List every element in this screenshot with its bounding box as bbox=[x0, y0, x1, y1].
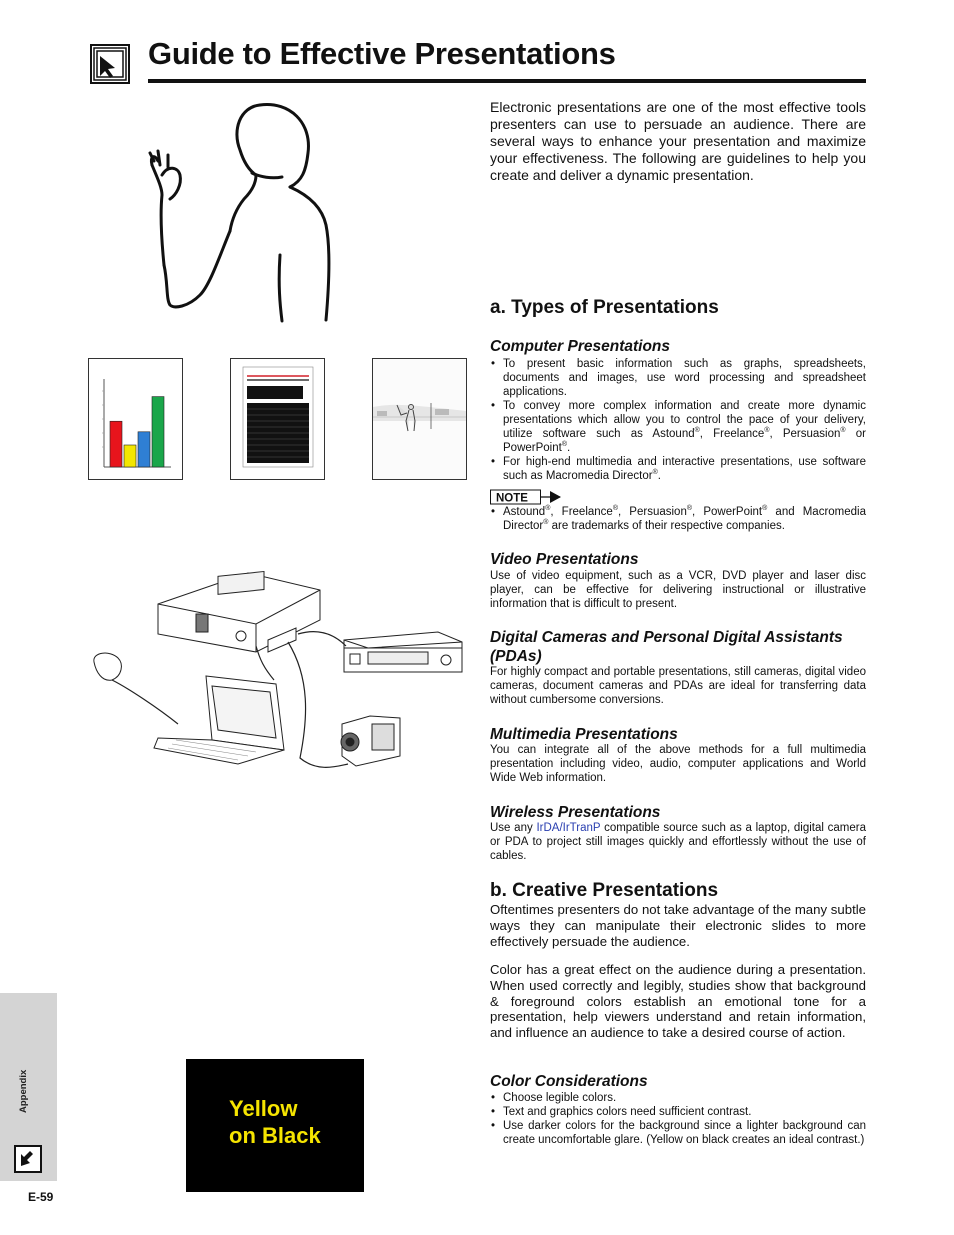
multimedia-presentations-heading: Multimedia Presentations bbox=[490, 726, 678, 743]
section-icon bbox=[14, 1145, 42, 1173]
yellow-on-black-sample bbox=[186, 1059, 364, 1192]
sample-text: Yellow on Black bbox=[229, 1096, 321, 1148]
irda-link[interactable]: IrDA/IrTranP bbox=[536, 822, 601, 834]
document-graphic bbox=[231, 359, 324, 479]
computer-presentations-list bbox=[490, 357, 866, 483]
thumb-bar bbox=[110, 421, 122, 467]
note-list bbox=[490, 505, 866, 533]
multimedia-presentations-body: You can integrate all of the above methods for a full multimedia presentation including video, audio, computer applications and World Wide Web information. bbox=[490, 744, 866, 784]
section-a-heading: a. Types of Presentations bbox=[490, 297, 719, 318]
list-item bbox=[490, 357, 866, 399]
intro-paragraph: Electronic presentations are one of the most effective tools presenters can use to persuade an audience. There are several ways to enhance your presentation and maximize your effectiveness. The following are guidelines to help you create and deliver a dynamic presentation. bbox=[490, 99, 866, 183]
bullet-text: Use darker colors for the background since a lighter background can create uncomfortable glare. (Yellow on black creates an ideal contrast.) bbox=[503, 1120, 866, 1146]
thumb-bar bbox=[124, 445, 136, 467]
page-number: E-59 bbox=[28, 1190, 54, 1204]
creative-para-1: Oftentimes presenters do not take advantage of the many subtle ways they can manipulate their electronic slides to more effectively persuade the audience. bbox=[490, 902, 866, 949]
list-item bbox=[490, 1119, 866, 1147]
bullet-text: Text and graphics colors need sufficient contrast. bbox=[503, 1106, 752, 1118]
video-presentations-heading: Video Presentations bbox=[490, 551, 639, 568]
appendix-tab bbox=[0, 993, 57, 1181]
wireless-presentations-body bbox=[490, 821, 866, 863]
note-label: NOTE bbox=[496, 492, 528, 505]
list-item bbox=[490, 505, 866, 533]
connected-equipment-illustration bbox=[88, 568, 468, 783]
color-considerations-heading: Color Considerations bbox=[490, 1073, 648, 1090]
creative-para-2: Color has a great effect on the audience during a presentation. When used correctly and legibly, studies show that background & foreground colors establish an emotional tone for a presentation, help viewers understand and retain information, and influence an audience to take a desired course of action. bbox=[490, 962, 866, 1041]
list-item bbox=[490, 1105, 866, 1119]
page-title: Guide to Effective Presentations bbox=[148, 36, 616, 71]
wireless-presentations-heading: Wireless Presentations bbox=[490, 804, 661, 821]
list-item bbox=[490, 455, 866, 483]
video-presentations-body: Use of video equipment, such as a VCR, DVD player and laser disc player, can be effective for delivering instructional or illustrative information that is difficult to present. bbox=[490, 570, 866, 610]
computer-presentations-heading: Computer Presentations bbox=[490, 338, 671, 355]
bullet-text: For high-end multimedia and interactive presentations, use software such as Macromedia Director®. bbox=[503, 456, 866, 482]
body-text: compatible source such as a laptop, digital camera or PDA to project still images quickly and effortlessly without the use of cables. bbox=[490, 822, 866, 862]
note-text: Astound®, Freelance®, Persuasion®, PowerPoint® and Macromedia Director® are trademarks of their respective companies. bbox=[503, 505, 866, 532]
body-text: Use any bbox=[490, 822, 537, 834]
title-rule bbox=[148, 79, 866, 83]
presenter-illustration bbox=[140, 95, 350, 330]
section-icon bbox=[90, 44, 130, 84]
note-badge bbox=[490, 489, 562, 505]
digital-cameras-heading: Digital Cameras and Personal Digital Assistants (PDAs) bbox=[490, 629, 843, 665]
bullet-text: To present basic information such as graphs, spreadsheets, documents and images, use word processing and spreadsheet applications. bbox=[503, 358, 866, 398]
photo-slide-thumbnail bbox=[372, 358, 467, 480]
chart-slide-thumbnail bbox=[88, 358, 183, 480]
document-slide-thumbnail bbox=[230, 358, 325, 480]
color-considerations-list bbox=[490, 1091, 866, 1147]
list-item bbox=[490, 399, 866, 455]
golfer-photo-graphic bbox=[373, 359, 466, 479]
digital-cameras-body: For highly compact and portable presentations, still cameras, digital video cameras, document cameras and PDAs are ideal for transferring data without cumbersome conversions. bbox=[490, 666, 866, 706]
section-b-heading: b. Creative Presentations bbox=[490, 880, 719, 901]
list-item bbox=[490, 1091, 866, 1105]
thumb-bar bbox=[138, 432, 150, 467]
bar-chart-graphic bbox=[89, 359, 182, 479]
bullet-text: Choose legible colors. bbox=[503, 1092, 617, 1104]
appendix-label: Appendix bbox=[18, 1069, 29, 1113]
bullet-text: To convey more complex information and create more dynamic presentations which allow you to control the pace of your delivery, utilize software such as Astound®, Freelance®, Persuasion® or PowerPoint®. bbox=[503, 400, 866, 454]
thumb-bar bbox=[152, 397, 164, 467]
